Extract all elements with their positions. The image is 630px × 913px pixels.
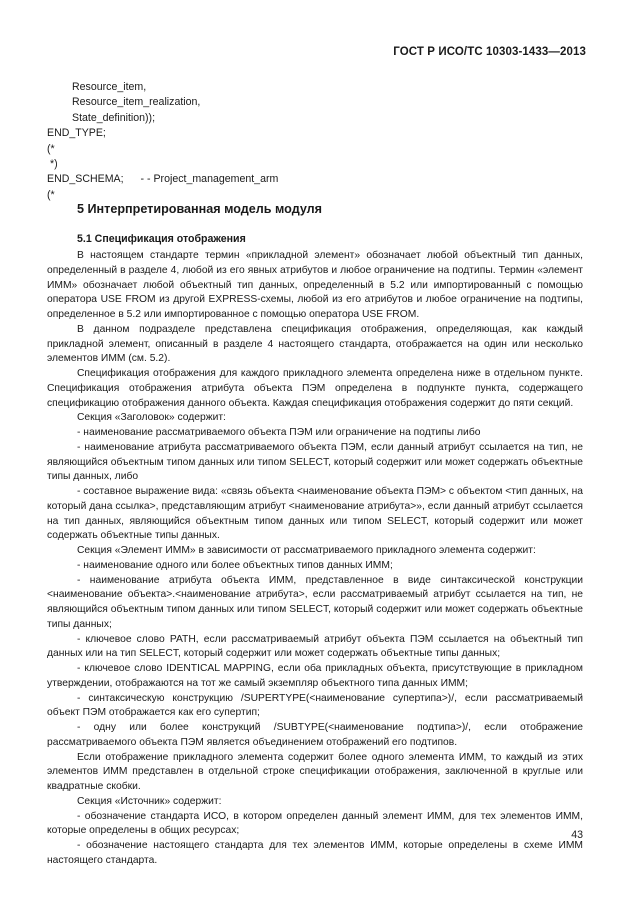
paragraph: Если отображение прикладного элемента содержит более одного элемента ИММ, то каждый из этих элементов ИММ представлен в отдельной строке спецификации отображения, заключенной в круглые или квадратные скобки.	[47, 751, 583, 792]
list-item: - одну или более конструкций /SUBTYPE(<наименование подтипа>)/, если отображение рассматриваемого объекта ПЭМ является объединением отображений его подтипов.	[47, 722, 583, 748]
paragraph: В настоящем стандарте термин «прикладной элемент» обозначает любой объектный тип данных, определенный в разделе 4, любой из его явных атрибутов и любое ограничение на подтипы. Термин «элемент ИММ» обозначает любой объектный тип данных, определенный в 5.2 или импортированный с помощью оператора USE FROM из другой EXPRESS-схемы, любой из его атрибутов и любое ограничение на подтипы, определенное в 5.2 или импортированное с помощью оператора USE FROM.	[47, 250, 583, 320]
code-line: Resource_item,	[72, 81, 147, 93]
list-item: - синтаксическую конструкцию /SUPERTYPE(<наименование супертипа>)/, если рассматриваемый объект ПЭМ отображается как его супертип;	[47, 692, 583, 719]
express-code-block	[47, 80, 278, 203]
subsection-title: 5.1 Спецификация отображения	[77, 233, 246, 245]
list-item: - наименование атрибута объекта ИММ, представленное в виде синтаксической конструкции <наименование объекта>.<наименование атрибута>, если рассматриваемый атрибут ссылается на тип, не являющийся объектным типом данных или типом SELECT, который содержит или может содержать объектные типы данных;	[47, 574, 583, 630]
list-item: - ключевое слово PATH, если рассматриваемый атрибут объекта ПЭМ ссылается на объектный тип данных или на тип SELECT, который содержит или может содержать объектные типы данных;	[47, 633, 583, 660]
code-line: State_definition));	[72, 111, 156, 124]
comment-marker: - -	[140, 173, 151, 186]
section-title: 5 Интерпретированная модель модуля	[77, 202, 323, 216]
schema-name: Project_management_arm	[153, 173, 279, 186]
list-item: - наименование рассматриваемого объекта ПЭМ или ограничение на подтипы либо	[77, 427, 481, 438]
code-line: Resource_item_realization,	[72, 96, 201, 109]
end-schema-keyword: END_SCHEMA;	[47, 173, 124, 186]
list-item: - наименование одного или более объектных типов данных ИММ;	[77, 559, 393, 571]
list-item: - обозначение настоящего стандарта для тех элементов ИММ, которые определены в схеме ИММ настоящего стандарта.	[47, 840, 583, 866]
list-item: - ключевое слово IDENTICAL MAPPING, если оба прикладных объекта, присутствующие в прикладном утверждении, отображаются на тот же самый экземпляр объектного типа данных ИММ;	[47, 663, 583, 689]
paragraph: Секция «Источник» содержит:	[77, 795, 222, 807]
page-number: 43	[571, 829, 583, 841]
document-header: ГОСТ Р ИСО/ТС 10303-1433—2013	[393, 46, 586, 58]
list-item: - составное выражение вида: «связь объекта <наименование объекта ПЭМ> с объектом <тип данных, на который дана ссылка>, представляющим атрибут <наименование атрибута>», если данный атрибут ссылается на тип данных, являющийся объектным типом данных или типом SELECT, который содержит или может содержать объектные типы данных.	[47, 486, 583, 542]
list-item: - наименование атрибута рассматриваемого объекта ПЭМ, если данный атрибут ссылается на тип, не являющийся объектным типом данных или типом SELECT, который содержит или может содержать объектные типы данных, либо	[47, 441, 583, 483]
code-line: (*	[47, 142, 55, 155]
paragraph: Секция «Элемент ИММ» в зависимости от рассматриваемого прикладного элемента содержит:	[77, 545, 536, 556]
body-text	[47, 249, 583, 869]
paragraph: В данном подразделе представлена спецификация отображения, определяющая, как каждый прикладной элемент, описанный в разделе 4 настоящего стандарта, отображается на один или несколько элементов ИММ (см. 5.2).	[47, 323, 583, 365]
code-line: END_TYPE;	[47, 127, 106, 140]
code-line: (*	[47, 188, 55, 201]
paragraph: Секция «Заголовок» содержит:	[77, 412, 226, 424]
code-line: *)	[50, 157, 58, 170]
paragraph: Спецификация отображения для каждого прикладного элемента определена ниже в отдельном пункте. Спецификация отображения атрибута объекта ПЭМ определена в подпункте пункта, содержащего спецификацию отображения данного объекта. Каждая спецификация отображения содержит до пяти секций.	[47, 368, 583, 409]
list-item: - обозначение стандарта ИСО, в котором определен данный элемент ИММ, для тех элементов ИММ, которые определены в общих ресурсах;	[47, 810, 583, 837]
code-line-end-schema	[47, 172, 278, 187]
